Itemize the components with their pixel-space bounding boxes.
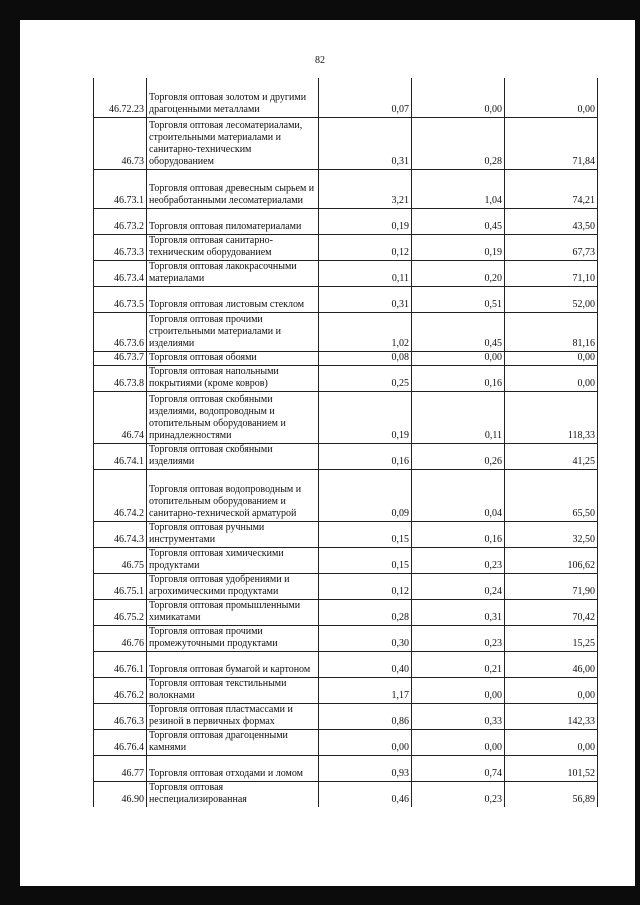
scan-border-top [0,0,640,20]
table-row [94,365,598,391]
value-1-cell: 0,15 [319,521,412,547]
code-cell: 46.74.2 [94,469,147,521]
value-2-cell: 0,16 [412,521,505,547]
code-cell: 46.77 [94,755,147,781]
value-2-cell: 0,21 [412,651,505,677]
value-1-cell: 0,12 [319,573,412,599]
value-2-cell: 0,04 [412,469,505,521]
name-cell: Торговля оптовая бумагой и картоном [147,651,319,677]
table-row [94,573,598,599]
code-cell: 46.73.7 [94,351,147,365]
table-row [94,169,598,208]
value-1-cell: 0,11 [319,260,412,286]
table-row [94,677,598,703]
value-3-cell: 71,84 [505,117,598,169]
code-cell: 46.72.23 [94,78,147,117]
scan-border-bottom [0,886,640,905]
value-1-cell: 0,31 [319,286,412,312]
table-row [94,547,598,573]
value-3-cell: 43,50 [505,208,598,234]
data-table [93,78,598,807]
code-cell: 46.73.3 [94,234,147,260]
value-2-cell: 0,23 [412,625,505,651]
name-cell: Торговля оптовая листовым стеклом [147,286,319,312]
value-3-cell: 41,25 [505,443,598,469]
value-1-cell: 0,31 [319,117,412,169]
page-number: 82 [315,55,325,66]
value-3-cell: 67,73 [505,234,598,260]
code-cell: 46.73 [94,117,147,169]
value-2-cell: 0,45 [412,312,505,351]
code-cell: 46.76 [94,625,147,651]
table-row [94,781,598,807]
value-2-cell: 0,00 [412,78,505,117]
value-1-cell: 0,40 [319,651,412,677]
name-cell: Торговля оптовая неспециализированная [147,781,319,807]
value-3-cell: 106,62 [505,547,598,573]
scan-border-right [635,0,640,905]
code-cell: 46.73.8 [94,365,147,391]
value-2-cell: 0,51 [412,286,505,312]
table-row [94,391,598,443]
value-2-cell: 0,23 [412,547,505,573]
code-cell: 46.73.2 [94,208,147,234]
value-3-cell: 0,00 [505,78,598,117]
value-1-cell: 0,07 [319,78,412,117]
name-cell: Торговля оптовая скобяными изделиями [147,443,319,469]
value-2-cell: 0,74 [412,755,505,781]
value-3-cell: 0,00 [505,365,598,391]
value-2-cell: 0,31 [412,599,505,625]
name-cell: Торговля оптовая текстильными волокнами [147,677,319,703]
name-cell: Торговля оптовая скобяными изделиями, водопроводным и отопительным оборудованием и принадлежностями [147,391,319,443]
value-2-cell: 0,16 [412,365,505,391]
value-3-cell: 101,52 [505,755,598,781]
code-cell: 46.74 [94,391,147,443]
value-2-cell: 0,24 [412,573,505,599]
name-cell: Торговля оптовая удобрениями и агрохимическими продуктами [147,573,319,599]
value-2-cell: 0,00 [412,351,505,365]
name-cell: Торговля оптовая прочими строительными материалами и изделиями [147,312,319,351]
value-1-cell: 1,17 [319,677,412,703]
code-cell: 46.76.4 [94,729,147,755]
name-cell: Торговля оптовая химическими продуктами [147,547,319,573]
table-row [94,755,598,781]
table-row [94,599,598,625]
value-3-cell: 15,25 [505,625,598,651]
value-3-cell: 0,00 [505,677,598,703]
name-cell: Торговля оптовая пластмассами и резиной в первичных формах [147,703,319,729]
value-2-cell: 0,11 [412,391,505,443]
table-row [94,703,598,729]
name-cell: Торговля оптовая водопроводным и отопительным оборудованием и санитарно-технической арматурой [147,469,319,521]
name-cell: Торговля оптовая санитарно-техническим оборудованием [147,234,319,260]
code-cell: 46.75.2 [94,599,147,625]
name-cell: Торговля оптовая прочими промежуточными продуктами [147,625,319,651]
code-cell: 46.74.3 [94,521,147,547]
value-3-cell: 56,89 [505,781,598,807]
name-cell: Торговля оптовая лесоматериалами, строительными материалами и санитарно-техническим оборудованием [147,117,319,169]
table-row [94,651,598,677]
code-cell: 46.73.6 [94,312,147,351]
value-1-cell: 0,30 [319,625,412,651]
table-row [94,78,598,117]
value-1-cell: 0,09 [319,469,412,521]
value-3-cell: 71,90 [505,573,598,599]
table-row [94,443,598,469]
code-cell: 46.90 [94,781,147,807]
value-2-cell: 0,45 [412,208,505,234]
value-1-cell: 0,46 [319,781,412,807]
name-cell: Торговля оптовая драгоценными камнями [147,729,319,755]
value-2-cell: 0,26 [412,443,505,469]
value-1-cell: 0,93 [319,755,412,781]
value-1-cell: 0,16 [319,443,412,469]
name-cell: Торговля оптовая древесным сырьем и необработанными лесоматериалами [147,169,319,208]
name-cell: Торговля оптовая ручными инструментами [147,521,319,547]
value-1-cell: 0,12 [319,234,412,260]
value-1-cell: 3,21 [319,169,412,208]
table-row [94,286,598,312]
table-row [94,625,598,651]
value-3-cell: 70,42 [505,599,598,625]
value-3-cell: 0,00 [505,729,598,755]
value-3-cell: 81,16 [505,312,598,351]
value-3-cell: 118,33 [505,391,598,443]
value-2-cell: 0,19 [412,234,505,260]
code-cell: 46.73.5 [94,286,147,312]
value-2-cell: 0,20 [412,260,505,286]
table-body [94,78,598,807]
name-cell: Торговля оптовая пиломатериалами [147,208,319,234]
name-cell: Торговля оптовая обоями [147,351,319,365]
table-row [94,729,598,755]
name-cell: Торговля оптовая промышленными химикатами [147,599,319,625]
value-3-cell: 71,10 [505,260,598,286]
value-3-cell: 46,00 [505,651,598,677]
table-row [94,351,598,365]
code-cell: 46.73.4 [94,260,147,286]
code-cell: 46.73.1 [94,169,147,208]
value-1-cell: 0,28 [319,599,412,625]
code-cell: 46.76.2 [94,677,147,703]
value-2-cell: 0,28 [412,117,505,169]
name-cell: Торговля оптовая напольными покрытиями (кроме ковров) [147,365,319,391]
value-2-cell: 0,00 [412,677,505,703]
value-1-cell: 0,86 [319,703,412,729]
value-1-cell: 0,25 [319,365,412,391]
table-row [94,312,598,351]
value-1-cell: 0,19 [319,208,412,234]
name-cell: Торговля оптовая отходами и ломом [147,755,319,781]
value-3-cell: 65,50 [505,469,598,521]
code-cell: 46.76.1 [94,651,147,677]
value-2-cell: 0,00 [412,729,505,755]
value-3-cell: 32,50 [505,521,598,547]
value-2-cell: 1,04 [412,169,505,208]
name-cell: Торговля оптовая лакокрасочными материалами [147,260,319,286]
table-row [94,117,598,169]
value-1-cell: 0,15 [319,547,412,573]
code-cell: 46.74.1 [94,443,147,469]
table-row [94,521,598,547]
value-1-cell: 0,19 [319,391,412,443]
table-row [94,260,598,286]
value-2-cell: 0,33 [412,703,505,729]
value-3-cell: 74,21 [505,169,598,208]
code-cell: 46.75.1 [94,573,147,599]
value-1-cell: 1,02 [319,312,412,351]
value-1-cell: 0,00 [319,729,412,755]
table-row [94,208,598,234]
code-cell: 46.76.3 [94,703,147,729]
table-row [94,234,598,260]
name-cell: Торговля оптовая золотом и другими драгоценными металлами [147,78,319,117]
value-3-cell: 142,33 [505,703,598,729]
code-cell: 46.75 [94,547,147,573]
table-row [94,469,598,521]
scan-border-left [0,0,20,905]
value-3-cell: 0,00 [505,351,598,365]
value-1-cell: 0,08 [319,351,412,365]
value-3-cell: 52,00 [505,286,598,312]
value-2-cell: 0,23 [412,781,505,807]
